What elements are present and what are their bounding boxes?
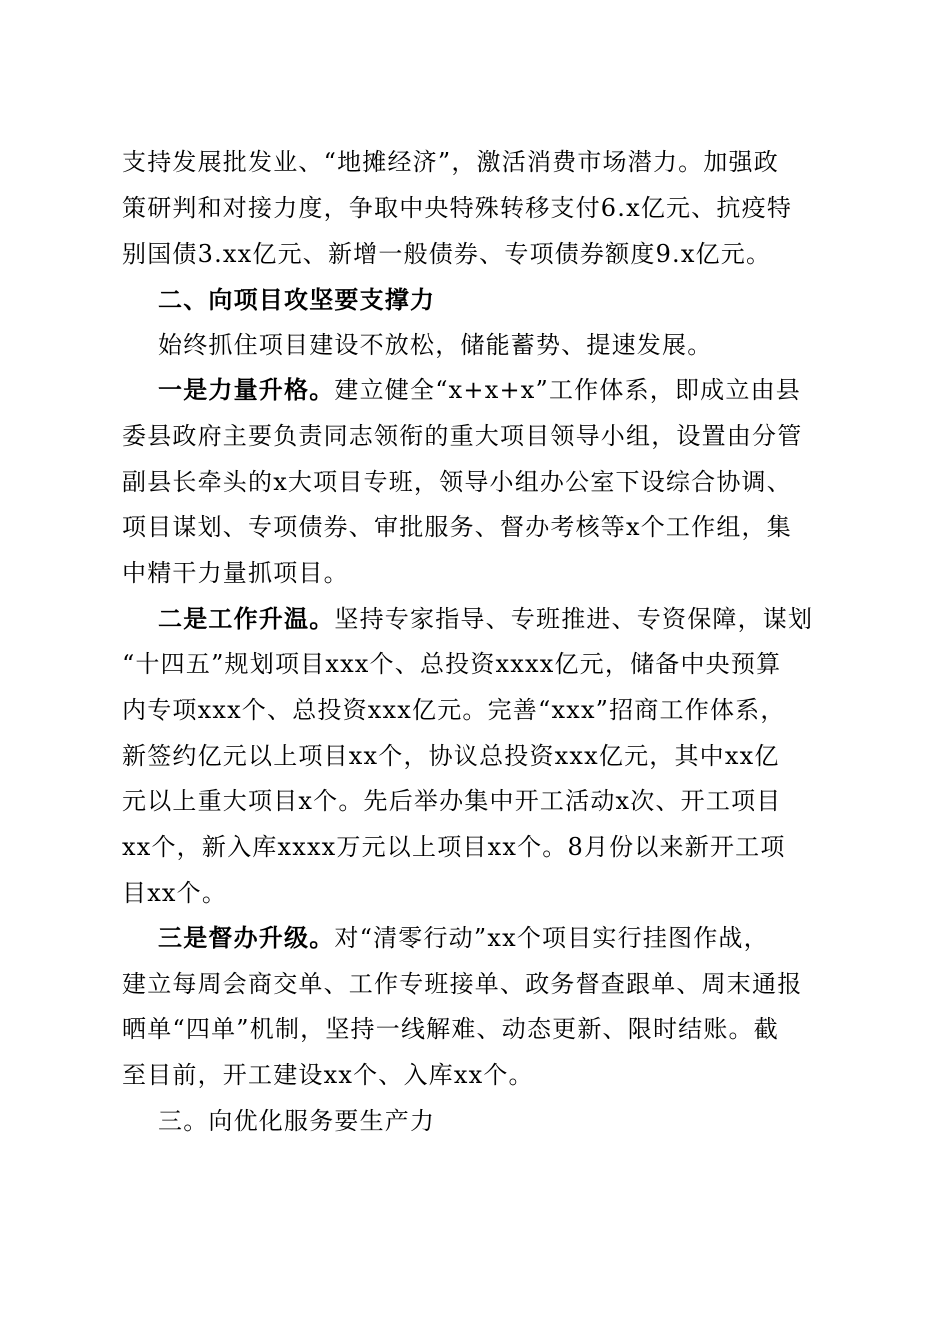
paragraph-force-lead: 一是力量升格。 [158, 375, 335, 404]
paragraph-1-line-1: 支持发展批发业、“地摊经济”，激活消费市场潜力。加强政 [122, 148, 779, 176]
paragraph-supervise-line-3: 晒单“四单”机制，坚持一线解难、动态更新、限时结账。截 [122, 1015, 779, 1043]
paragraph-force-line-5: 中精干力量抓项目。 [122, 559, 349, 587]
paragraph-1-line-2: 策研判和对接力度，争取中央特殊转移支付6.x亿元、抗疫特 [122, 194, 793, 222]
paragraph-supervise-lead: 三是督办升级。 [158, 923, 335, 952]
paragraph-work-text-1: 坚持专家指导、专班推进、专资保障，谋划 [334, 605, 814, 633]
paragraph-work-line-2: “十四五”规划项目xxx个、总投资xxxx亿元，储备中央预算 [122, 650, 782, 678]
paragraph-force-text-1: 建立健全“x+x+x”工作体系，即成立由县 [334, 376, 801, 404]
paragraph-force-line-2: 委县政府主要负责同志领衔的重大项目领导小组，设置由分管 [122, 422, 803, 450]
paragraph-supervise-line-2: 建立每周会商交单、工作专班接单、政务督查跟单、周末通报 [122, 970, 803, 998]
section-heading-2: 二、向项目攻坚要支撑力 [158, 285, 436, 314]
paragraph-force-line-4: 项目谋划、专项债券、审批服务、督办考核等x个工作组，集 [122, 513, 792, 541]
paragraph-supervise-line-4: 至目前，开工建设xx个、入库xx个。 [122, 1061, 534, 1089]
paragraph-supervise-text-1: 对“清零行动”xx个项目实行挂图作战， [334, 924, 769, 952]
paragraph-work-lead: 二是工作升温。 [158, 604, 335, 633]
paragraph-work-line-1 [158, 604, 813, 634]
paragraph-work-line-6: xx个，新入库xxxx万元以上项目xx个。8月份以来新开工项 [122, 833, 786, 861]
paragraph-supervise-line-1 [158, 923, 769, 953]
paragraph-force-line-1 [158, 375, 801, 405]
paragraph-work-line-3: 内专项xxx个、总投资xxx亿元。完善“xxx”招商工作体系， [122, 696, 786, 724]
paragraph-work-line-5: 元以上重大项目x个。先后举办集中开工活动x次、开工项目 [122, 787, 782, 815]
section-heading-3: 三。向优化服务要生产力 [158, 1107, 436, 1135]
paragraph-force-line-3: 副县长牵头的x大项目专班，领导小组办公室下设综合协调、 [122, 468, 792, 496]
section-intro: 始终抓住项目建设不放松，储能蓄势、提速发展。 [158, 331, 713, 359]
paragraph-1-line-3: 别国债3.xx亿元、新增一般债券、专项债券额度9.x亿元。 [122, 240, 772, 268]
paragraph-work-line-7: 目xx个。 [122, 879, 228, 907]
paragraph-work-line-4: 新签约亿元以上项目xx个，协议总投资xxx亿元，其中xx亿 [122, 742, 780, 770]
